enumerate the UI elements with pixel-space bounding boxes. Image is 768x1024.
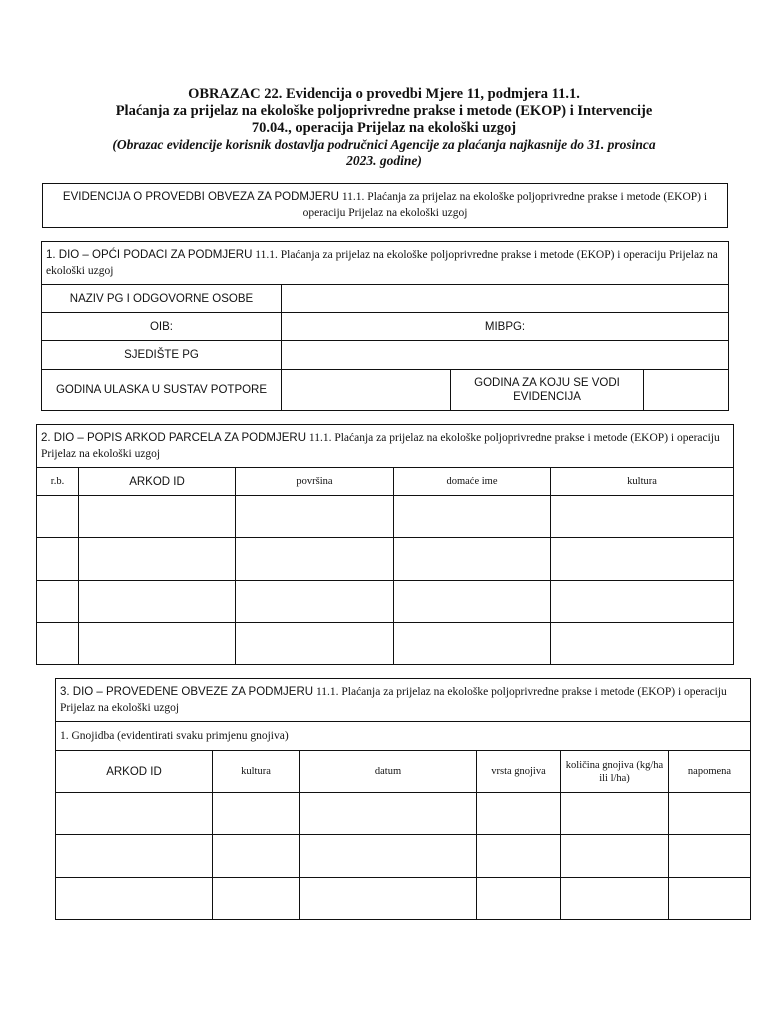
table-cell[interactable] [300,835,477,878]
form-title-line2: Plaćanja za prijelaz na ekološke poljoprivredne prakse i metode (EKOP) i Intervencije [115,103,653,119]
table-row [56,878,751,920]
table-cell[interactable] [37,496,79,538]
table-cell[interactable] [213,835,300,878]
table-row [37,496,734,538]
table-row [37,581,734,623]
table-cell[interactable] [394,623,551,665]
table-cell[interactable] [79,496,236,538]
table-cell[interactable] [477,878,561,920]
table-cell[interactable] [236,538,394,581]
col-header-domace-ime: domaće ime [394,468,551,496]
sjediste-label: SJEDIŠTE PG [42,341,282,370]
table-cell[interactable] [561,835,669,878]
table-cell[interactable] [477,835,561,878]
col-header-kultura: kultura [213,751,300,793]
section3-completed-obligations-table [55,678,751,920]
table-row [37,623,734,665]
col-header-datum: datum [300,751,477,793]
section3-title-caps: 3. DIO – PROVEDENE OBVEZE ZA PODMJERU [60,686,314,698]
table-row [56,793,751,835]
col-header-kultura: kultura [551,468,734,496]
col-header-arkod-id: ARKOD ID [56,751,213,793]
table-row [37,538,734,581]
col-header-rb: r.b. [37,468,79,496]
form-subtitle-line2: 2023. godine) [346,153,422,168]
table-cell[interactable] [236,623,394,665]
table-cell[interactable] [79,581,236,623]
oib-label: OIB: [42,313,282,341]
table-cell[interactable] [79,623,236,665]
table-cell[interactable] [551,581,734,623]
evidence-header-caps: EVIDENCIJA O PROVEDBI OBVEZA ZA PODMJERU [62,191,339,203]
mibpg-label: MIBPG: [282,313,729,341]
table-cell[interactable] [669,793,751,835]
evidence-header-box [42,183,728,228]
section3-title-rest: 11.1. Plaćanja za prijelaz na ekološke poljoprivredne prakse i metode (EKOP) i operaciju Prijelaz na ekološki uzgoj [60,686,727,714]
table-cell[interactable] [551,623,734,665]
table-cell[interactable] [561,793,669,835]
table-cell[interactable] [561,878,669,920]
evidence-header-rest: 11.1. Plaćanja za prijelaz na ekološke poljoprivredne prakse i metode (EKOP) i operaciju Prijelaz na ekološki uzgoj [302,191,708,219]
sjediste-field[interactable] [282,341,729,370]
table-cell[interactable] [79,538,236,581]
godina-evidencije-field[interactable] [644,370,729,411]
section3-subtitle-fertilization: 1. Gnojidba (evidentirati svaku primjenu gnojiva) [56,722,751,751]
section2-arkod-parcels-table [36,424,734,665]
col-header-napomena: napomena [669,751,751,793]
section1-title [42,242,729,285]
table-cell[interactable] [236,581,394,623]
table-cell[interactable] [213,878,300,920]
naziv-pg-field[interactable] [282,285,729,313]
table-cell[interactable] [56,835,213,878]
table-cell[interactable] [394,538,551,581]
table-cell[interactable] [37,623,79,665]
table-cell[interactable] [236,496,394,538]
naziv-pg-label: NAZIV PG I ODGOVORNE OSOBE [42,285,282,313]
table-cell[interactable] [37,581,79,623]
godina-evidencije-label: GODINA ZA KOJU SE VODI EVIDENCIJA [451,370,644,411]
table-cell[interactable] [551,496,734,538]
form-title [60,86,708,169]
table-cell[interactable] [551,538,734,581]
table-cell[interactable] [56,793,213,835]
section1-title-rest: 11.1. Plaćanja za prijelaz na ekološke poljoprivredne prakse i metode (EKOP) i operaciju Prijelaz na ekološki uzgoj [46,249,718,277]
form-title-line3: 70.04., operacija Prijelaz na ekološki uzgoj [251,120,517,136]
table-cell[interactable] [56,878,213,920]
table-cell[interactable] [37,538,79,581]
godina-ulaska-label: GODINA ULASKA U SUSTAV POTPORE [42,370,282,411]
section3-title [56,679,751,722]
section1-title-caps: 1. DIO – OPĆI PODACI ZA PODMJERU [46,249,253,261]
form-title-line1: OBRAZAC 22. Evidencija o provedbi Mjere 11, podmjera 11.1. [188,86,580,102]
table-cell[interactable] [394,581,551,623]
section1-general-data-table [41,241,729,411]
table-row [56,835,751,878]
col-header-kolicina-gnojiva: količina gnojiva (kg/ha ili l/ha) [561,751,669,793]
section2-title-rest: 11.1. Plaćanja za prijelaz na ekološke poljoprivredne prakse i metode (EKOP) i operaciju Prijelaz na ekološki uzgoj [41,432,720,460]
table-cell[interactable] [477,793,561,835]
table-cell[interactable] [669,878,751,920]
table-cell[interactable] [669,835,751,878]
godina-ulaska-field[interactable] [282,370,451,411]
col-header-povrsina: površina [236,468,394,496]
table-cell[interactable] [300,793,477,835]
col-header-vrsta-gnojiva: vrsta gnojiva [477,751,561,793]
form-subtitle-line1: (Obrazac evidencije korisnik dostavlja područnici Agencije za plaćanja najkasnije do 31. prosinca [112,137,656,152]
section2-title-caps: 2. DIO – POPIS ARKOD PARCELA ZA PODMJERU [41,432,306,444]
section2-title [37,425,734,468]
table-cell[interactable] [213,793,300,835]
col-header-arkod-id: ARKOD ID [79,468,236,496]
table-cell[interactable] [300,878,477,920]
table-cell[interactable] [394,496,551,538]
